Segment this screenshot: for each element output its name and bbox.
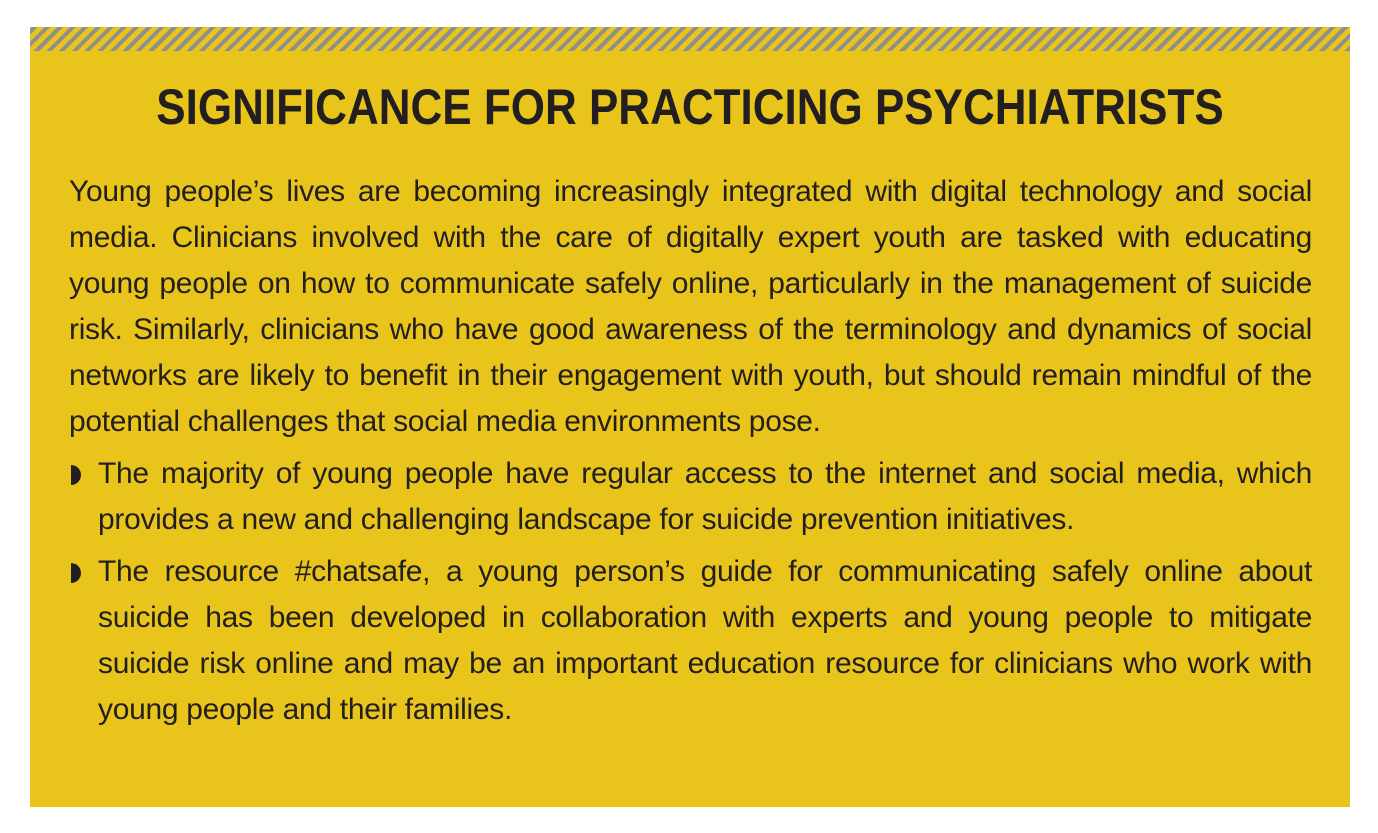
half-circle-bullet-icon xyxy=(71,465,81,485)
hazard-stripe-band xyxy=(30,27,1350,51)
list-item xyxy=(69,451,1312,543)
callout-title: SIGNIFICANCE FOR PRACTICING PSYCHIATRISTS xyxy=(156,79,1224,135)
half-circle-bullet-icon xyxy=(71,563,81,583)
intro-paragraph: Young people’s lives are becoming increasingly integrated with digital technology and social media. Clinicians involved with the care of digitally expert youth are tasked with educating young people on how to communicate safely online, particularly in the management of suicide risk. Similarly, clinicians who have good awareness of the terminology and dynamics of social networks are likely to benefit in their engagement with youth, but should remain mindful of the potential challenges that social media environments pose. xyxy=(69,175,1312,438)
bullet-text: The resource #chatsafe, a young person’s guide for communicating safely online about suicide has been developed in collaboration with experts and young people to mitigate suicide risk online and may be an important education resource for clinicians who work with young people and their families. xyxy=(98,555,1312,726)
list-item xyxy=(69,549,1312,733)
callout-box xyxy=(30,27,1350,807)
callout-content xyxy=(69,169,1312,739)
bullet-list xyxy=(69,451,1312,733)
bullet-text: The majority of young people have regular access to the internet and social media, which provides a new and challenging landscape for suicide prevention initiatives. xyxy=(98,457,1312,536)
